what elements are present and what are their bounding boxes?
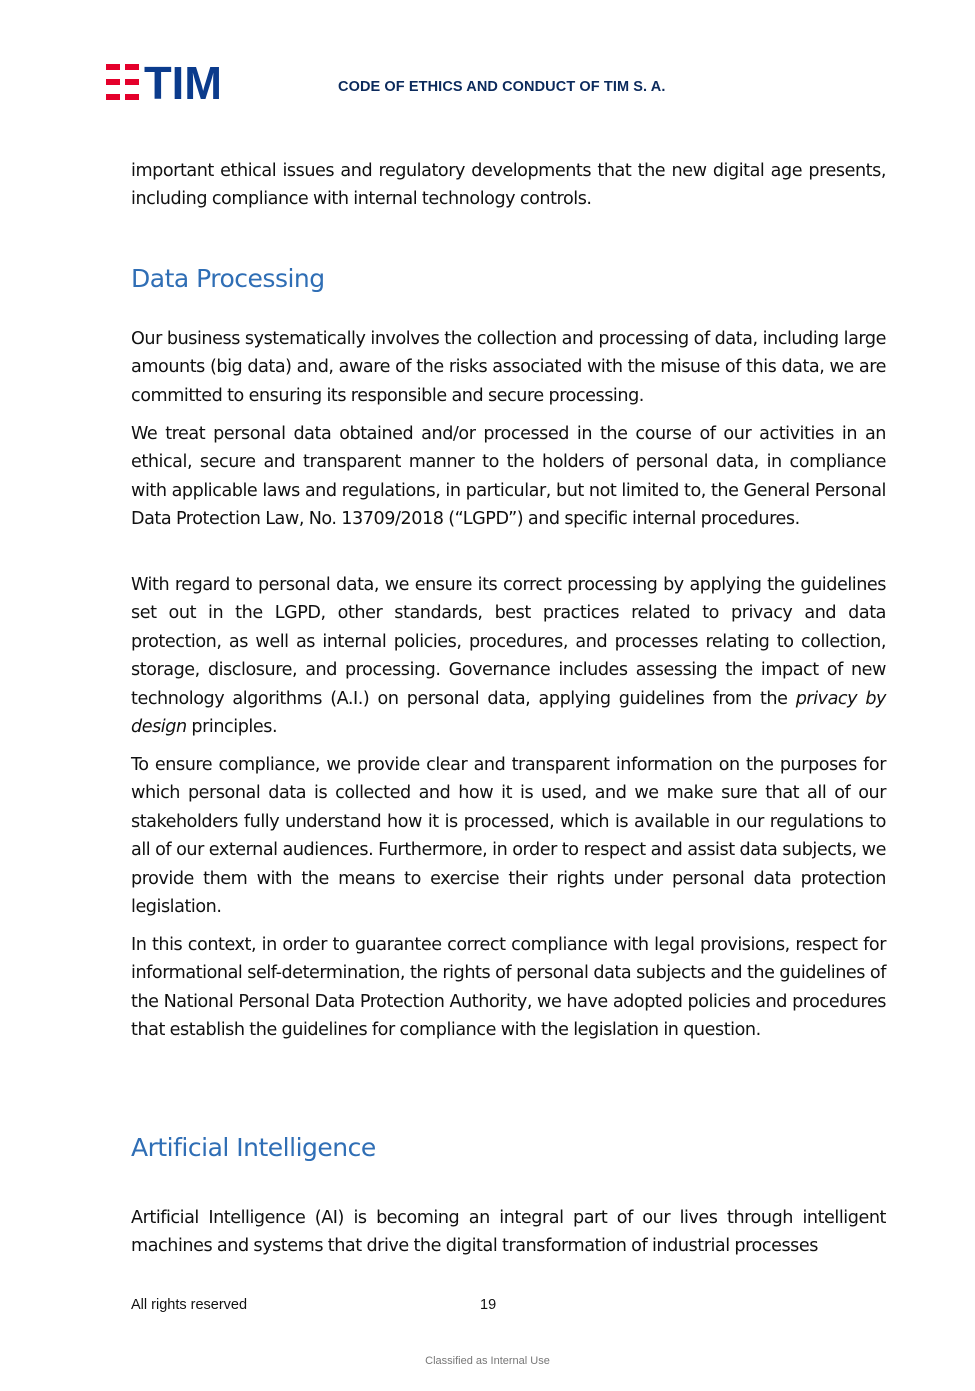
tim-logo-stripes xyxy=(106,64,139,100)
ai-paragraph-1: Artificial Intelligence (AI) is becoming an integral part of our lives through intelligent machines and systems that drive the digital transformation of industrial processes xyxy=(131,1208,886,1257)
paragraph-text: With regard to personal data, we ensure its correct processing by applying the guidelines set out in the LGPD, other standards, best practices related to privacy and data protection, as well as internal policies, procedures, and processes relating to collection, storage, disclosure, and processing. Governance includes assessing the impact of new technology algorithms (A.I.) on personal data, applying guidelines from the xyxy=(131,575,886,709)
page-number: 19 xyxy=(480,1297,497,1313)
data-processing-paragraph-5: In this context, in order to guarantee correct compliance with legal provisions, respect for informational self-determination, the rights of personal data subjects and the guidelines of the National Personal Data Protection Authority, we have adopted policies and procedures that establish the guidelines for compliance with the legislation in question. xyxy=(131,935,886,1041)
intro-paragraph: important ethical issues and regulatory developments that the new digital age presents, including compliance with internal technology controls. xyxy=(131,161,886,210)
classification-label: Classified as Internal Use xyxy=(425,1355,550,1367)
data-processing-paragraph-2: We treat personal data obtained and/or processed in the course of our activities in an ethical, secure and transparent manner to the holders of personal data, in compliance with applicable laws and regulations, in particular, but not limited to, the General Personal Data Protection Law, No. 13709/2018 (“LGPD”) and specific internal procedures. xyxy=(131,424,886,530)
tim-logo-text: TIM xyxy=(144,64,222,100)
data-processing-paragraph-3 xyxy=(131,571,886,741)
tim-logo xyxy=(106,64,224,100)
document-title: CODE OF ETHICS AND CONDUCT OF TIM S. A. xyxy=(338,79,666,95)
footer-rights: All rights reserved xyxy=(131,1297,248,1313)
section-heading-artificial-intelligence: Artificial Intelligence xyxy=(131,1133,376,1162)
section-heading-data-processing: Data Processing xyxy=(131,264,325,293)
paragraph-text: principles. xyxy=(186,717,278,738)
data-processing-paragraph-1: Our business systematically involves the collection and processing of data, including large amounts (big data) and, aware of the risks associated with the misuse of this data, we are committed to ensuring its responsible and secure processing. xyxy=(131,329,886,406)
data-processing-paragraph-4: To ensure compliance, we provide clear and transparent information on the purposes for which personal data is collected and how it is used, and we make sure that all of our stakeholders fully understand how it is processed, which is available in our regulations to all of our external audiences. Furthermore, in order to respect and assist data subjects, we provide them with the means to exercise their rights under personal data protection legislation. xyxy=(131,755,886,918)
emphasis-privacy-by-design: privacy by design xyxy=(131,688,886,738)
